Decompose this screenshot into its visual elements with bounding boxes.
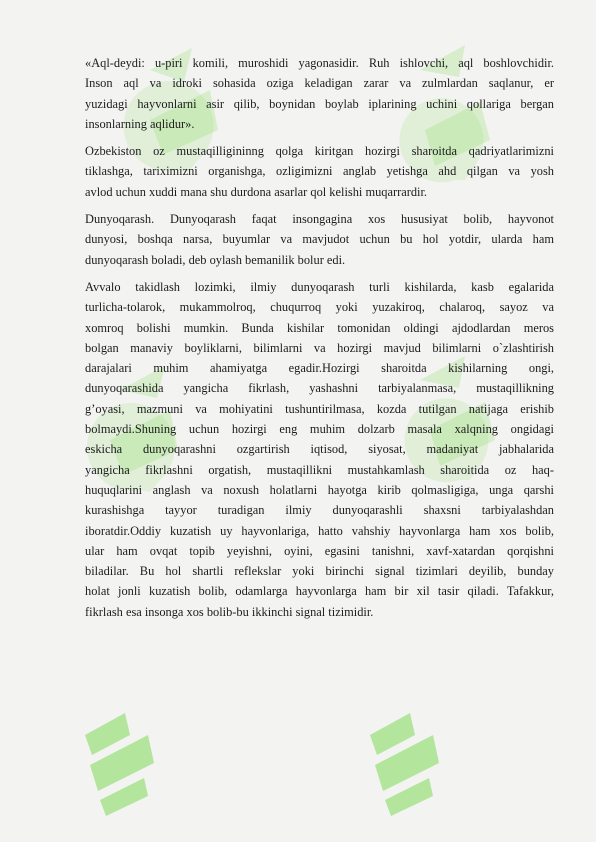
text-line: turlicha-tolarok, mukammolroq, chuqurroq yoki yuzakiroq, chalaroq, sayoz va [85, 300, 554, 315]
text-line: yuzidagi hayvonlarni asir qilib, boynidan boylab iplarining uchini qollariga bergan [85, 96, 554, 111]
text-line: Dunyoqarash. Dunyoqarash faqat insongagina xos hususiyat bolib, hayvonot [85, 212, 554, 227]
text-line: g’oyasi, mazmuni va mohiyatini tushuntirilmasa, kozda tutilgan natijaga erishib [85, 401, 554, 416]
text-line: tiklashga, tariximizni organishga, ozligimizni anglab yetishga ahd qilgan va yosh [85, 164, 554, 179]
text-line: avlod uchun xuddi mana shu durdona asarlar qol kelishi muqarrardir. [85, 184, 428, 199]
text-line: yangicha fikrlashni orgatish, mustaqillikni mustahkamlash sharoitida oz haq- [85, 462, 554, 477]
paragraph-quote [85, 53, 554, 134]
text-line: darajalari muhim ahamiyatga egadir.Hozirgi sharoitda kishilarning ongi, [85, 361, 554, 376]
text-line: Inson aql va idroki sohasida oziga keladigan zarar va zulmlardan saqlanur, er [85, 76, 554, 91]
paragraph-worldview [85, 209, 554, 270]
text-line: biladilar. Bu hol shartli reflekslar yoki birinchi signal tizimlari deyilib, bunday [85, 564, 554, 579]
text-line: xomroq bolishi mumkin. Bunda kishilar tomonidan oldingi ajdodlardan meros [85, 320, 554, 335]
text-line: «Aql-deydi: u-piri komili, muroshidi yagonasidir. Ruh ishlovchi, aql boshlovchidir. [85, 56, 554, 70]
text-line: eskicha dunyoqarashni ozgartirish iqtisod, siyosat, madaniyat jabhalarida [85, 442, 554, 457]
document-body [85, 53, 554, 629]
text-line: dunyoqarashida yangicha fikrlash, yashashni tarbiyalanmasa, mustaqillikning [85, 381, 554, 396]
watermark-logo-bottom-left [85, 713, 154, 816]
text-line: bolgan manaviy boyliklarni, bilimlarni va hozirgi mavjud bilimlarni o`zlashtirish [85, 340, 554, 355]
text-line: kurashishga tayyor turadigan ilmiy dunyoqarashli shaxsni tarbiyalashdan [85, 503, 554, 518]
text-line: bolmaydi.Shuning uchun hozirgi eng muhim dolzarb masala xalqning ongidagi [85, 422, 554, 437]
text-line: iboratdir.Oddiy kuzatish uy hayvonlariga, hatto vahshiy hayvonlarga ham xos bolib, [85, 523, 554, 538]
text-line: Avvalo takidlash lozimki, ilmiy dunyoqarash turli kishilarda, kasb egalarida [85, 279, 554, 294]
text-line: fikrlash esa insonga xos bolib-bu ikkinchi signal tizimidir. [85, 604, 374, 619]
paragraph-scientific-worldview [85, 277, 554, 622]
text-line: huquqlarini anglash va noxush holatlarni hayotga kirib qolmasligiga, unga qarshi [85, 482, 554, 497]
text-line: insonlarning aqlidur». [85, 116, 195, 131]
text-line: dunyoqarash boladi, deb oylash bemanilik bolur edi. [85, 252, 346, 267]
text-line: Ozbekiston oz mustaqilligininng qolga kiritgan hozirgi sharoitda qadriyatlarimizni [85, 144, 554, 159]
text-line: dunyosi, boshqa narsa, buyumlar va mavjudot uchun bu hol yotdir, ularda ham [85, 232, 554, 247]
paragraph-independence [85, 141, 554, 202]
text-line: holat jonli kuzatish bolib, odamlarga hayvonlarga ham bir xil tasir qiladi. Tafakkur, [85, 584, 554, 599]
watermark-logo-bottom-right [370, 713, 439, 816]
text-line: ular ham ovqat topib yeyishni, oyini, egasini tanishni, xavf-xatardan qorqishni [85, 543, 554, 558]
